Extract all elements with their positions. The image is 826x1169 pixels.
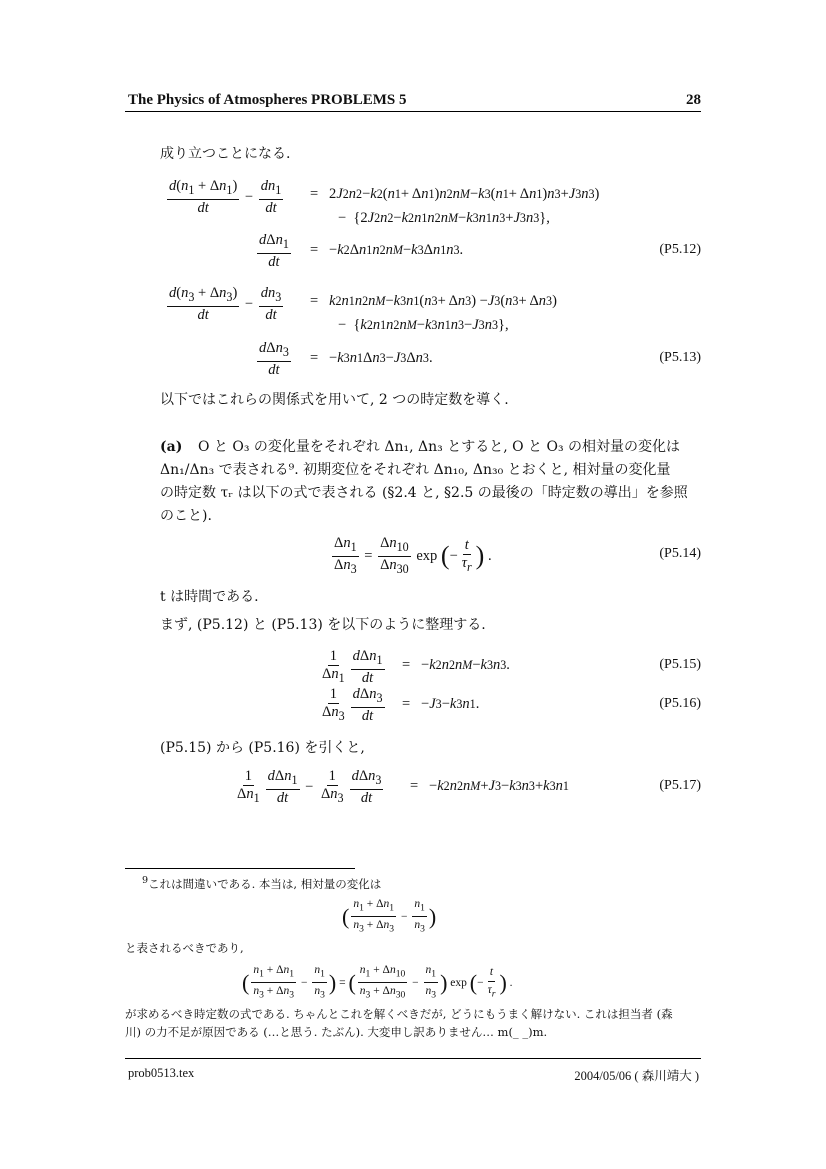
- eq12-rhs1: = 2 J 2 n 2 − k 2 ( n 1 + Δ n 1 ) n 2 n M − k 3 ( n 1 + Δ n 1 ) n 3 + J 3 n 3 ): [310, 186, 600, 202]
- footnote-marker: 9: [142, 875, 149, 886]
- eq12-rhs3: = − k 2 Δ n 1 n 2 n M − k 3 Δ n 1 n 3 .: [310, 242, 464, 258]
- footnote-line3: が求めるべき時定数の式である. ちゃんとこれを解くべきだが, どうにもうまく解けない. これは担当者 (森: [125, 1007, 673, 1021]
- eq13-line1: $\frac{d(n_3 + \Delta n_3)}{dt}$ − $\frac{dn_3}{dt}$: [169, 285, 282, 323]
- page-number: 28: [686, 92, 701, 108]
- footnote-block: [142, 872, 381, 893]
- eq13-rhs2: − { k 2 n 1 n 2 n M − k 3 n 1 n 3 − J 3 n 3 },: [338, 317, 509, 333]
- t-definition: t は時間である.: [160, 589, 259, 605]
- part-a-line3: の時定数 τᵣ は以下の式で表される (§2.4 と, §2.5 の最後の「時定数の導出」を参照: [160, 485, 688, 501]
- eq12-label: (P5.12): [659, 242, 701, 257]
- footnote-line4: 川) の力不足が原因である (…と思う. たぶん). 大変申し訳ありません… m(_ _)m.: [125, 1025, 548, 1039]
- footnote-eq2: ( $\frac{n_1 + \Delta n_1}{n_3 + \Delta n_3}$ − $\frac{n_1}{n_3}$ ) = ( $\frac{n_1 + \Delta n_{10}}{n_3 + \Delta n_{30}}$ − $\frac{n_1}{n_3}$ ) exp ( − $\frac{t}{\tau_r}$ ) .: [242, 964, 513, 1001]
- eq17-label: (P5.17): [659, 778, 701, 793]
- eq16-lhs: $\frac{1}{\Delta n_3}$ $\frac{d\Delta n_3}{dt}$: [322, 686, 383, 724]
- running-title: The Physics of Atmospheres PROBLEMS 5: [128, 92, 407, 108]
- footer-date-author: 2004/05/06 ( 森川靖大 ): [574, 1069, 699, 1083]
- eq17-lhs: $\frac{1}{\Delta n_1}$ $\frac{d\Delta n_1}{dt}$ − $\frac{1}{\Delta n_3}$ $\frac{d\Delta n_3}{dt}$: [237, 768, 382, 806]
- after-equations-text: 以下ではこれらの関係式を用いて, 2 つの時定数を導く.: [160, 392, 509, 408]
- footnote-eq1: ( $\frac{n_1 + \Delta n_1}{n_3 + \Delta n_3}$ − $\frac{n_1}{n_3}$ ): [342, 898, 437, 935]
- eq13-rhs3: = − k 3 n 1 Δ n 3 − J 3 Δ n 3 .: [310, 350, 433, 366]
- intro-text: 成り立つことになる.: [160, 146, 291, 162]
- eq12-rhs2: − {2 J 2 n 2 − k 2 n 1 n 2 n M − k 3 n 1 n 3 + J 3 n 3 },: [338, 210, 550, 226]
- part-a-line4: のこと).: [160, 508, 212, 524]
- eq15-label: (P5.15): [659, 657, 701, 672]
- footer-filename: prob0513.tex: [128, 1066, 195, 1080]
- part-a-line2: Δn₁/Δn₃ で表される⁹. 初期変位をそれぞれ Δn₁₀, Δn₃₀ とおくと, 相対量の変化量: [160, 462, 671, 478]
- header-rule: [125, 111, 701, 112]
- footnote-line2: と表されるべきであり,: [125, 941, 244, 955]
- eq14: $\frac{\Delta n_1}{\Delta n_3}$ = $\frac{\Delta n_{10}}{\Delta n_{30}}$ exp ( − $\frac{t}{\tau_r}$ ) .: [334, 535, 492, 576]
- eq16-label: (P5.16): [659, 696, 701, 711]
- footnote-line1: これは間違いである. 本当は, 相対量の変化は: [148, 876, 382, 891]
- part-a-label: (a): [160, 439, 183, 455]
- eq16-rhs: = − J 3 − k 3 n 1 .: [402, 696, 480, 712]
- eq13-line2: $\frac{d\Delta n_3}{dt}$: [259, 340, 289, 378]
- eq15-lhs: $\frac{1}{\Delta n_1}$ $\frac{d\Delta n_1}{dt}$: [322, 648, 383, 686]
- eq12-line2: $\frac{d\Delta n_1}{dt}$: [259, 232, 289, 270]
- footer-rule: [125, 1058, 701, 1059]
- footnote-rule: [125, 868, 355, 869]
- eq13-rhs1: = k 2 n 1 n 2 n M − k 3 n 1 ( n 3 + Δ n 3 ) − J 3 ( n 3 + Δ n 3 ): [310, 293, 557, 309]
- eq13-label: (P5.13): [659, 350, 701, 365]
- part-a-line1: O と O₃ の変化量をそれぞれ Δn₁, Δn₃ とすると, O と O₃ の相対量の変化は: [198, 439, 681, 455]
- arrange-text: まず, (P5.12) と (P5.13) を以下のように整理する.: [160, 617, 486, 633]
- eq12-line1: $\frac{d(n_1 + \Delta n_1)}{dt}$ − $\frac{dn_1}{dt}$: [169, 178, 282, 216]
- subtract-text: (P5.15) から (P5.16) を引くと,: [160, 740, 365, 756]
- eq15-rhs: = − k 2 n 2 n M − k 3 n 3 .: [402, 657, 510, 673]
- eq14-label: (P5.14): [659, 546, 701, 561]
- eq17-rhs: = − k 2 n 2 n M + J 3 − k 3 n 3 + k 3 n 1: [410, 778, 569, 794]
